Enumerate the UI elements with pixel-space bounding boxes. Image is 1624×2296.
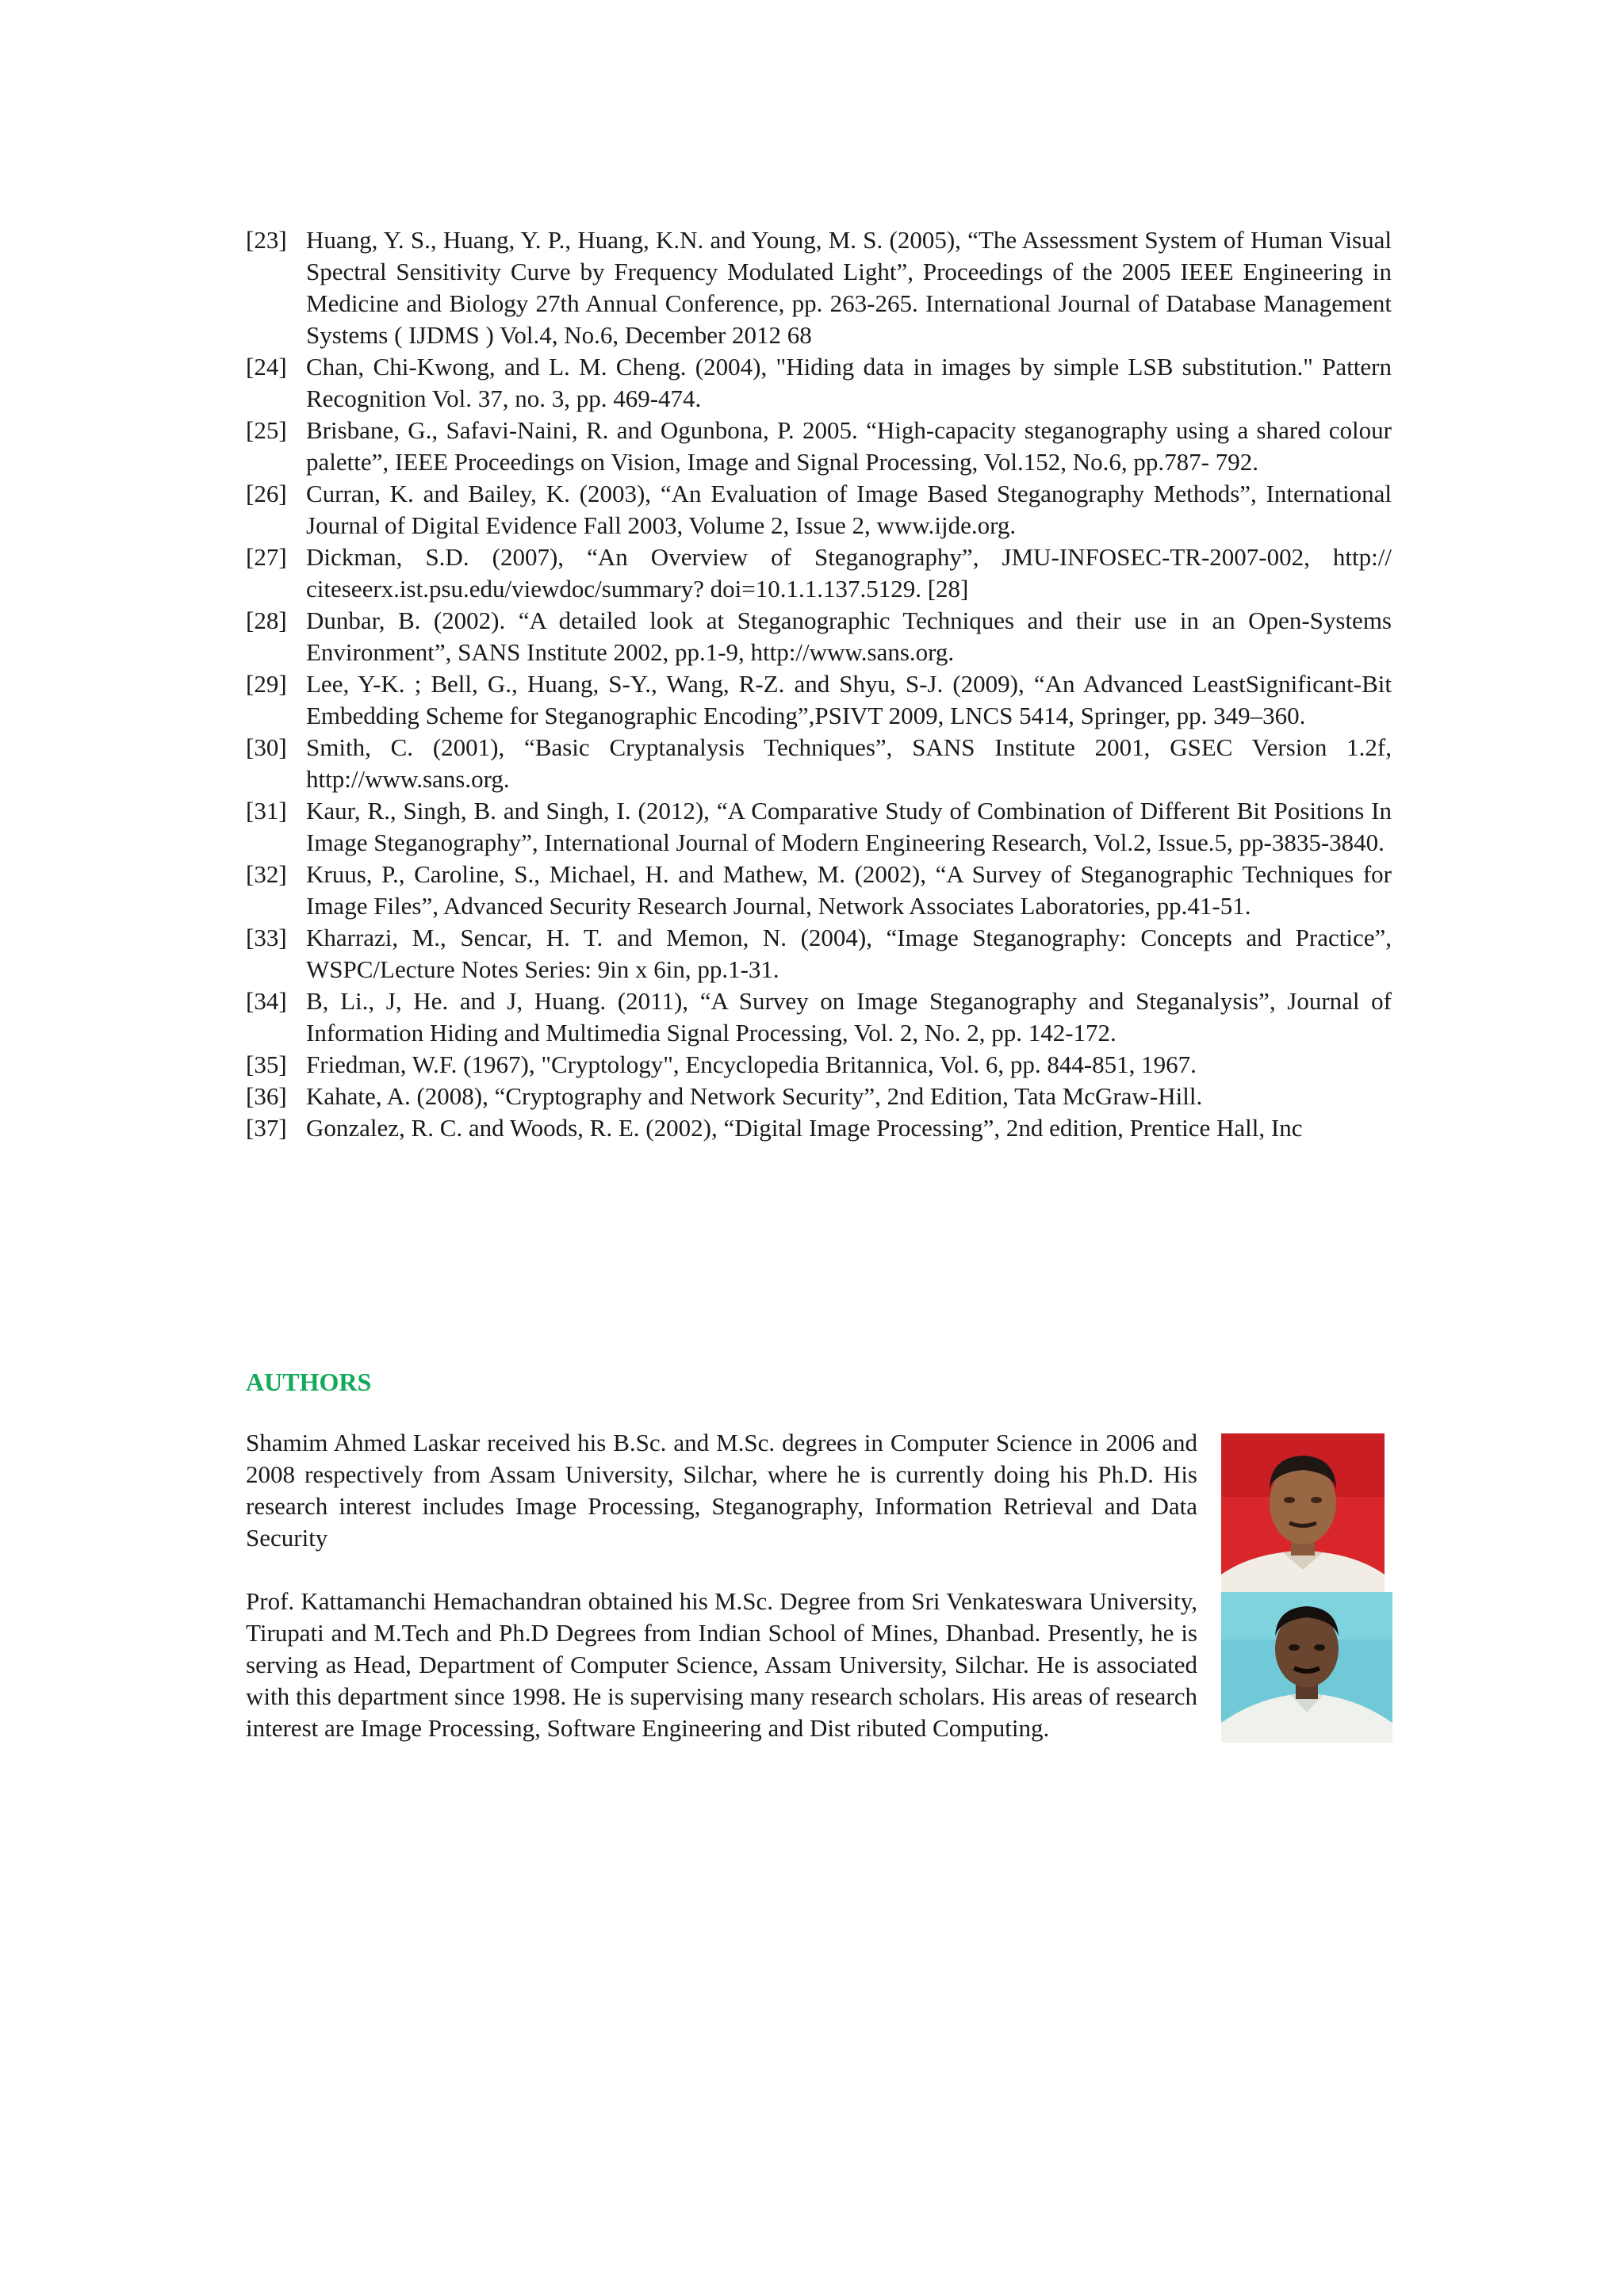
reference-text: Kruus, P., Caroline, S., Michael, H. and Mathew, M. (2002), “A Survey of Steganographic Techniques for Image Files”, Advanced Security Research Journal, Network Associates Laboratories, pp.41-51. [306, 860, 1392, 920]
reference-item [246, 795, 1392, 859]
author-bio-laskar: Shamim Ahmed Laskar received his B.Sc. and M.Sc. degrees in Computer Science in 2006 and 2008 respectively from Assam University, Silchar, where he is currently doing his Ph.D. His research interest includes Image Processing, Steganography, Information Retrieval and Data Security [246, 1429, 1197, 1552]
reference-text: Huang, Y. S., Huang, Y. P., Huang, K.N. and Young, M. S. (2005), “The Assessment System of Human Visual Spectral Sensitivity Curve by Frequency Modulated Light”, Proceedings of the 2005 IEEE Engineering in Medicine and Biology 27th Annual Conference, pp. 263-265. International Journal of Database Management Systems ( IJDMS ) Vol.4, No.6, December 2012 68 [306, 226, 1392, 349]
reference-text: Kaur, R., Singh, B. and Singh, I. (2012), “A Comparative Study of Combination of Different Bit Positions In Image Steganography”, International Journal of Modern Engineering Research, Vol.2, Issue.5, pp-3835-3840. [306, 797, 1392, 856]
reference-number: [37] [246, 1114, 287, 1142]
reference-number: [34] [246, 987, 287, 1015]
portrait-image [1221, 1433, 1385, 1592]
reference-number: [33] [246, 924, 287, 951]
reference-item [246, 351, 1392, 415]
reference-item [246, 1049, 1392, 1081]
reference-text: Curran, K. and Bailey, K. (2003), “An Evaluation of Image Based Steganography Methods”, International Journal of Digital Evidence Fall 2003, Volume 2, Issue 2, www.ijde.org. [306, 480, 1392, 539]
reference-item [246, 668, 1392, 732]
reference-number: [23] [246, 226, 287, 254]
reference-text: Kahate, A. (2008), “Cryptography and Network Security”, 2nd Edition, Tata McGraw-Hill. [306, 1082, 1203, 1110]
reference-item [246, 605, 1392, 668]
reference-number: [29] [246, 670, 287, 698]
reference-text: Brisbane, G., Safavi-Naini, R. and Ogunbona, P. 2005. “High-capacity steganography using a shared colour palette”, IEEE Proceedings on Vision, Image and Signal Processing, Vol.152, No.6, pp.787- 792. [306, 416, 1392, 476]
reference-number: [26] [246, 480, 287, 507]
reference-item [246, 732, 1392, 795]
reference-text: Gonzalez, R. C. and Woods, R. E. (2002), “Digital Image Processing”, 2nd edition, Prentice Hall, Inc [306, 1114, 1303, 1142]
reference-text: Friedman, W.F. (1967), "Cryptology", Encyclopedia Britannica, Vol. 6, pp. 844-851, 1967. [306, 1050, 1197, 1078]
reference-text: Dunbar, B. (2002). “A detailed look at Steganographic Techniques and their use in an Open-Systems Environment”, SANS Institute 2002, pp.1-9, http://www.sans.org. [306, 607, 1392, 666]
reference-item [246, 478, 1392, 541]
portrait-image [1221, 1592, 1392, 1743]
reference-number: [35] [246, 1050, 287, 1078]
reference-number: [24] [246, 353, 287, 381]
reference-text: B, Li., J, He. and J, Huang. (2011), “A Survey on Image Steganography and Steganalysis”, Journal of Information Hiding and Multimedia Signal Processing, Vol. 2, No. 2, pp. 142-172. [306, 987, 1392, 1047]
authors-heading: AUTHORS [246, 1368, 372, 1396]
reference-list [246, 224, 1392, 1144]
reference-item [246, 922, 1392, 985]
reference-text: Dickman, S.D. (2007), “An Overview of Steganography”, JMU-INFOSEC-TR-2007-002, http:// citeseerx.ist.psu.edu/viewdoc/summary? doi=10.1.1.137.5129. [28] [306, 543, 1392, 603]
reference-number: [32] [246, 860, 287, 888]
author-photo-laskar [1221, 1433, 1385, 1592]
reference-item [246, 224, 1392, 351]
author-photo-hemachandran [1221, 1592, 1392, 1743]
reference-item [246, 415, 1392, 478]
reference-number: [27] [246, 543, 287, 571]
reference-number: [30] [246, 733, 287, 761]
reference-item [246, 859, 1392, 922]
reference-text: Chan, Chi-Kwong, and L. M. Cheng. (2004), "Hiding data in images by simple LSB substitution." Pattern Recognition Vol. 37, no. 3, pp. 469-474. [306, 353, 1392, 412]
reference-number: [28] [246, 607, 287, 634]
reference-number: [31] [246, 797, 287, 825]
reference-text: Smith, C. (2001), “Basic Cryptanalysis Techniques”, SANS Institute 2001, GSEC Version 1.2f, http://www.sans.org. [306, 733, 1392, 793]
reference-item [246, 985, 1392, 1049]
reference-item [246, 1112, 1392, 1144]
reference-text: Lee, Y-K. ; Bell, G., Huang, S-Y., Wang, R-Z. and Shyu, S-J. (2009), “An Advanced LeastSignificant-Bit Embedding Scheme for Steganographic Encoding”,PSIVT 2009, LNCS 5414, Springer, pp. 349–360. [306, 670, 1392, 729]
reference-number: [25] [246, 416, 287, 444]
reference-item [246, 1081, 1392, 1112]
reference-number: [36] [246, 1082, 287, 1110]
author-bio-hemachandran: Prof. Kattamanchi Hemachandran obtained his M.Sc. Degree from Sri Venkateswara University, Tirupati and M.Tech and Ph.D Degrees from Indian School of Mines, Dhanbad. Presently, he is serving as Head, Department of Computer Science, Assam University, Silchar. He is associated with this department since 1998. He is supervising many research scholars. His areas of research interest are Image Processing, Software Engineering and Dist ributed Computing. [246, 1587, 1197, 1742]
reference-item [246, 541, 1392, 605]
reference-text: Kharrazi, M., Sencar, H. T. and Memon, N. (2004), “Image Steganography: Concepts and Practice”, WSPC/Lecture Notes Series: 9in x 6in, pp.1-31. [306, 924, 1392, 983]
